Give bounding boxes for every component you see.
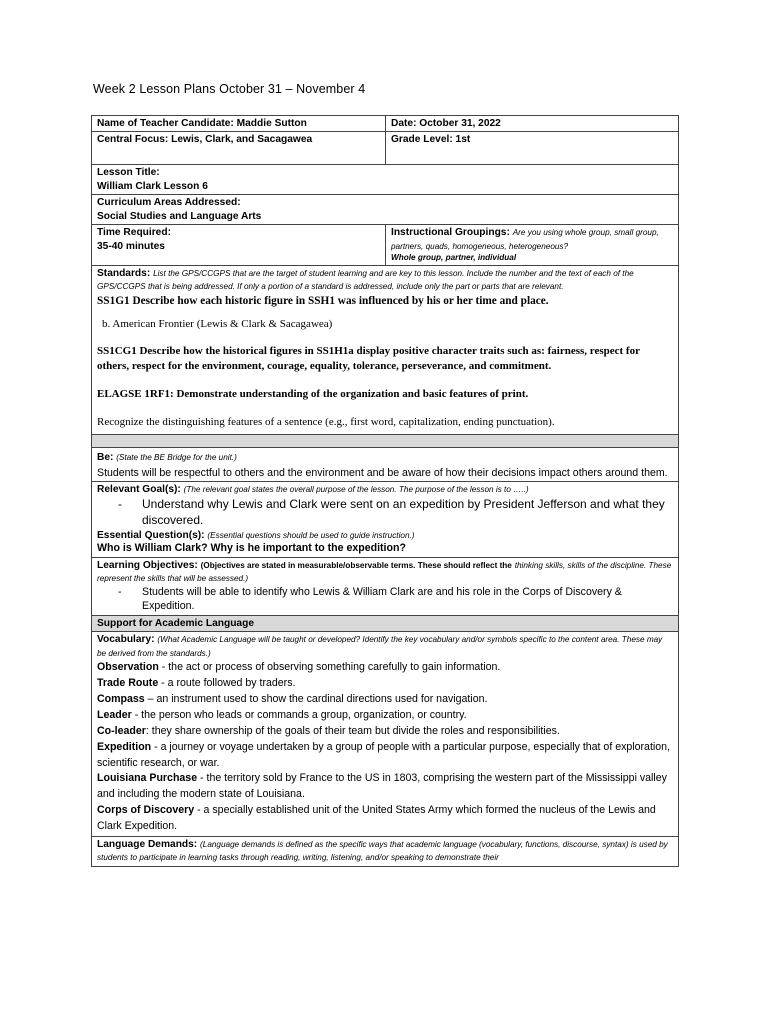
lesson-plan-table: [91, 115, 679, 867]
language-demands-cell: [92, 837, 679, 867]
curriculum-label: Curriculum Areas Addressed:: [97, 197, 241, 209]
essential-question-note: (Essential questions should be used to guide instruction.): [207, 530, 415, 540]
groupings-note: Are you using whole group, small group, partners, quads, homogeneous, heterogeneous?: [391, 228, 659, 251]
be-row: [92, 448, 679, 482]
be-cell: [92, 448, 679, 482]
language-demands-row: [92, 837, 679, 867]
vocab-term: Observation - the act or process of observing something carefully to gain information.: [97, 661, 501, 674]
vocabulary-row: [92, 632, 679, 837]
standard-ss1g1-b: b. American Frontier (Lewis & Clark & Sacagawea): [102, 317, 333, 330]
essential-question-label: Essential Question(s):: [97, 529, 205, 541]
groupings-cell: [386, 225, 679, 266]
standard-ss1g1: SS1G1 Describe how each historic figure in SSH1 was influenced by his or her time and place.: [97, 294, 549, 307]
objectives-row: [92, 558, 679, 616]
time-row: [92, 225, 679, 266]
vocabulary-note: (What Academic Language will be taught or developed? Identify the key vocabulary and/or symbols specific to the content area. These may be derived from the standards.): [97, 635, 663, 658]
teacher-row: [92, 116, 679, 132]
time-cell: [92, 225, 386, 266]
standards-cell: [92, 266, 679, 435]
goal-item: - Understand why Lewis and Clark were sent on an expedition by President Jefferson and what they discovered.: [118, 496, 665, 527]
vocabulary-cell: [92, 632, 679, 837]
vocab-term: Compass – an instrument used to show the cardinal directions used for navigation.: [97, 692, 488, 705]
goals-note: (The relevant goal states the overall purpose of the lesson. The purpose of the lesson is to …..): [183, 485, 529, 495]
language-demands-note: (Language demands is defined as the specific ways that academic language (vocabulary, functions, discourse, syntax) is used by students to participate in learning tasks through reading, writing, listening, and/or speaking to demonstrate their: [97, 840, 668, 863]
vocab-term: Leader - the person who leads or commands a group, organization, or country.: [97, 708, 467, 721]
be-label: Be:: [97, 452, 114, 464]
groupings-answer: Whole group, partner, individual: [391, 253, 517, 263]
objective-item: - Students will be able to identify who Lewis & William Clark are and his role in the Corps of Discovery & Expedition.: [118, 585, 622, 612]
vocab-term: Expedition - a journey or voyage undertaken by a group of people with a particular purpose, especially that of exploration, scientific research, or war.: [97, 740, 670, 769]
curriculum-row: [92, 195, 679, 225]
curriculum-value: Social Studies and Language Arts: [97, 210, 262, 222]
vocabulary-list: [97, 660, 673, 835]
standard-ss1cg1: SS1CG1 Describe how the historical figures in SS1H1a display positive character traits such as: fairness, respect for others, respect for the environment, courage, equality, tolerance, perseverance, and commitment.: [97, 345, 640, 373]
objectives-label: Learning Objectives:: [97, 560, 198, 571]
lesson-title-row: [92, 165, 679, 195]
grade-level: Grade Level: 1st: [386, 132, 679, 165]
goals-label: Relevant Goal(s):: [97, 484, 181, 496]
objectives-list: [97, 586, 673, 614]
focus-row: [92, 132, 679, 165]
grey-spacer: [92, 435, 679, 448]
be-note: (State the BE Bridge for the unit.): [116, 453, 237, 463]
vocabulary-label: Vocabulary:: [97, 634, 155, 646]
objectives-cell: [92, 558, 679, 616]
lesson-title-cell: [92, 165, 679, 195]
lesson-date: Date: October 31, 2022: [386, 116, 679, 132]
time-value: 35-40 minutes: [97, 240, 165, 252]
curriculum-cell: [92, 195, 679, 225]
page-heading: Week 2 Lesson Plans October 31 – November 4: [93, 82, 366, 96]
time-label: Time Required:: [97, 227, 171, 239]
support-row: [92, 615, 679, 631]
spacer-row: [92, 435, 679, 448]
standards-label: Standards:: [97, 268, 151, 279]
standards-row: [92, 266, 679, 435]
vocab-term: Trade Route - a route followed by traders.: [97, 677, 296, 690]
language-demands-label: Language Demands:: [97, 839, 198, 850]
essential-question: Who is William Clark? Why is he important to the expedition?: [97, 542, 406, 555]
teacher-name: Name of Teacher Candidate: Maddie Sutton: [92, 116, 386, 132]
be-text: Students will be respectful to others and the environment and be aware of how their decisions impact others around them.: [97, 466, 668, 479]
groupings-label: Instructional Groupings:: [391, 227, 510, 239]
vocab-term: Corps of Discovery - a specially established unit of the United States Army which formed the nucleus of the Lewis and Clark Expedition.: [97, 804, 656, 833]
standards-note: List the GPS/CCGPS that are the target of student learning and are key to this lesson. Include the number and the text of each of the GPS/CCGPS that is being addressed. If only a portion of a standard is addressed, include only the part or parts that are relevant.: [97, 269, 634, 292]
central-focus: Central Focus: Lewis, Clark, and Sacagawea: [92, 132, 386, 165]
lesson-title: William Clark Lesson 6: [97, 180, 208, 192]
lesson-title-label: Lesson Title:: [97, 167, 160, 179]
vocab-term: Louisiana Purchase - the territory sold by France to the US in 1803, comprising the western part of the Mississippi valley and including the modern state of Louisiana.: [97, 772, 667, 801]
objectives-note-b: thinking skills, skills of the discipline. These represent the skills that will be assessed.): [97, 561, 672, 584]
standard-elagse-1rf1: ELAGSE 1RF1: Demonstrate understanding of the organization and basic features of print.: [97, 388, 529, 401]
goals-list: [97, 497, 673, 529]
goals-row: [92, 482, 679, 558]
standard-elagse-1rf1-a: Recognize the distinguishing features of a sentence (e.g., first word, capitalization, ending punctuation).: [97, 415, 555, 428]
vocab-term: Co-leader: they share ownership of the goals of their team but divide the roles and responsibilities.: [97, 724, 560, 737]
objectives-note-a: (Objectives are stated in measurable/observable terms. These should reflect the: [200, 561, 512, 570]
goals-cell: [92, 482, 679, 558]
support-heading: Support for Academic Language: [92, 615, 679, 631]
